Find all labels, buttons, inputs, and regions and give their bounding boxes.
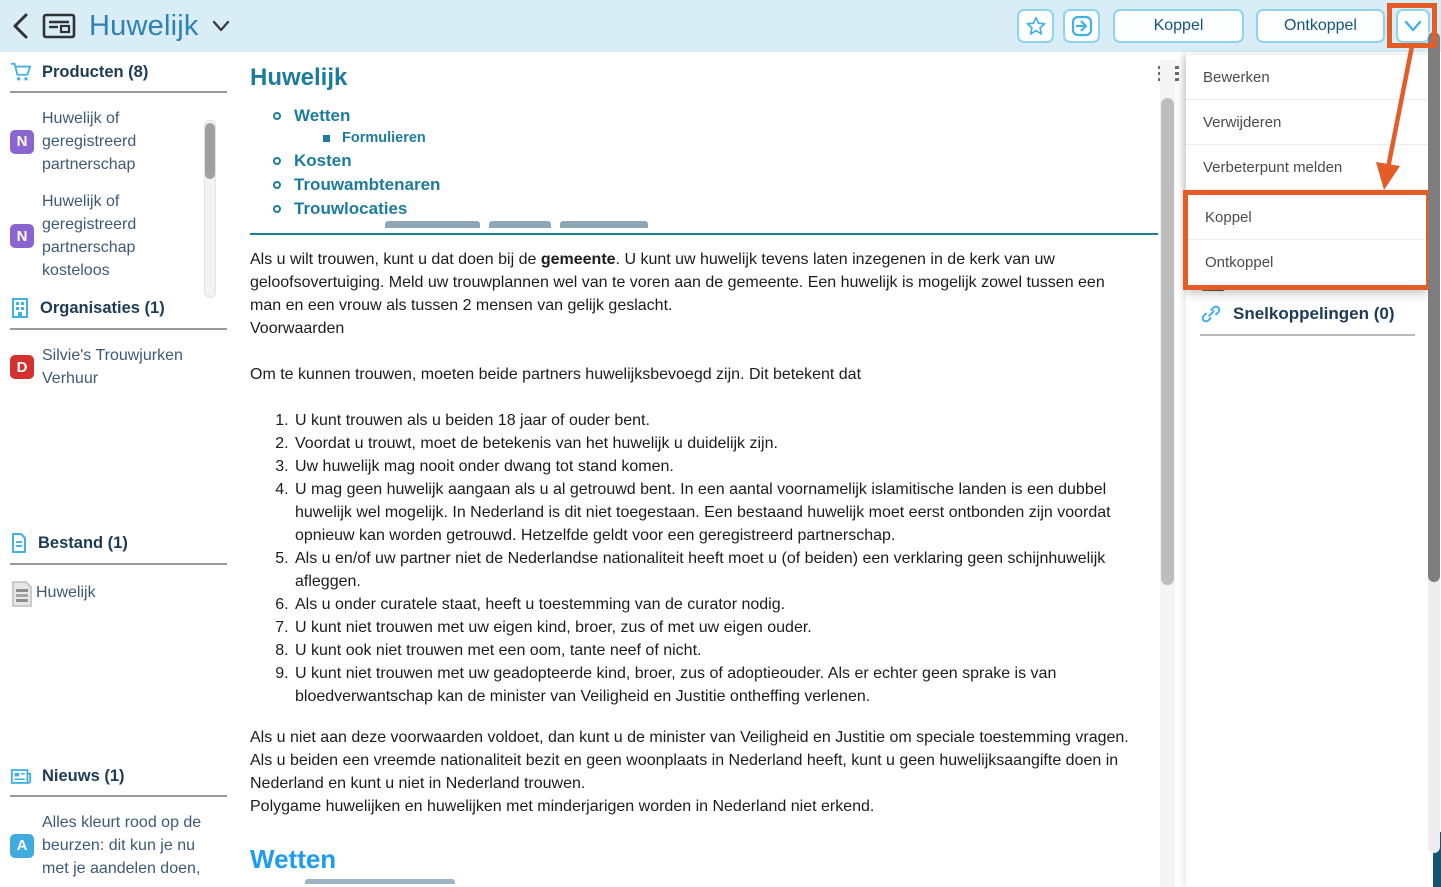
snelkoppelingen-header <box>1200 303 1395 325</box>
product-item[interactable] <box>0 107 232 176</box>
news-icon <box>10 767 32 786</box>
clipped-toc-item <box>385 221 1158 228</box>
toc-link-wetten[interactable]: Wetten <box>294 106 351 125</box>
toc-link-trouwambtenaren[interactable]: Trouwambtenaren <box>294 175 441 194</box>
product-item[interactable] <box>0 190 232 282</box>
header-bar <box>0 0 1441 52</box>
favorite-button[interactable] <box>1017 9 1054 43</box>
toc-link-formulieren[interactable]: Formulieren <box>342 130 426 146</box>
condition-item: 9. U kunt niet trouwen met uw geadopteerde kind, broer, zus of adoptieouder. Als er echter geen sprake is van bloedverwantschap kan de minister van Veiligheid en Justitie ontheffing verlenen. <box>293 662 1130 708</box>
news-item[interactable] <box>0 811 232 880</box>
divider <box>10 328 227 330</box>
sidebar-section-bestand <box>0 532 232 607</box>
nieuws-header <box>0 767 232 786</box>
clipped-text-fragment <box>305 879 1158 884</box>
article-content <box>240 52 1158 887</box>
organisaties-header <box>0 297 232 319</box>
sidebar-list-scrollbar-thumb[interactable] <box>205 123 215 179</box>
page-scrollbar[interactable] <box>1428 30 1440 853</box>
condition-item: 1. U kunt trouwen als u beiden 18 jaar of ouder bent. <box>293 409 1130 432</box>
actions-dropdown-menu <box>1186 55 1428 290</box>
condition-item: 6. Als u onder curatele staat, heeft u toestemming van de curator nodig. <box>293 593 1130 616</box>
news-badge-a: A <box>10 834 34 858</box>
toc-link-trouwlocaties[interactable]: Trouwlocaties <box>294 199 408 218</box>
circle-bullet-icon <box>273 181 281 189</box>
square-bullet-icon <box>323 135 330 142</box>
toc-link-kosten[interactable]: Kosten <box>294 151 352 170</box>
menu-item-ontkoppel[interactable]: Ontkoppel <box>1188 240 1426 285</box>
section-divider <box>250 233 1158 235</box>
page-scrollbar-thumb[interactable] <box>1428 32 1440 582</box>
divider <box>10 795 227 797</box>
bold-gemeente: gemeente <box>540 251 616 268</box>
producten-title: Producten (8) <box>42 62 149 81</box>
voorwaarden-label: Voorwaarden <box>250 320 345 337</box>
circle-bullet-icon <box>273 157 281 165</box>
condition-item: 2. Voordat u trouwt, moet de betekenis van het huwelijk u duidelijk zijn. <box>293 432 1130 455</box>
paragraph-intro <box>250 248 1130 340</box>
divider <box>1200 334 1415 336</box>
sign-out-icon <box>1070 14 1094 38</box>
product-badge-n: N <box>10 224 34 248</box>
bestand-header <box>0 532 232 554</box>
paragraph-text: . U kunt uw huwelijk tevens laten inzegenen in de kerk van uw geloofsovertuiging. Meld uw trouwplannen wel van te voren aan de gemeente. Een huwelijk is mogelijk zowel tussen een man en een vrouw als tussen 2 mensen van gelijk geslacht. <box>250 251 1105 314</box>
header-left-group <box>12 0 230 52</box>
highlighted-menu-group <box>1183 190 1431 290</box>
divider <box>10 91 227 93</box>
back-icon[interactable] <box>12 12 29 40</box>
toc-item[interactable] <box>250 175 1158 194</box>
condition-item: 8. U kunt ook niet trouwen met een oom, tante neef of nicht. <box>293 639 1130 662</box>
content-scrollbar[interactable] <box>1160 60 1175 887</box>
document-icon <box>10 581 34 607</box>
condition-item: 5. Als u en/of uw partner niet de Nederlandse nationaliteit heeft moet u (of beiden) een verklaring geen schijnhuwelijk afleggen. <box>293 547 1130 593</box>
conditions-list <box>250 409 1130 708</box>
toc-sub-item[interactable] <box>250 130 1158 146</box>
file-item-label: Huwelijk <box>36 584 96 601</box>
condition-item: 4. U mag geen huwelijk aangaan als u al getrouwd bent. In een aantal voornamelijk islamitische landen is een dubbel huwelijk wel mogelijk. In Nederland is dit niet toegestaan. Een bestaand huwelijk moet eerst ontbonden zijn voordat opnieuw kan worden getrouwd. Hetzelfde geldt voor een geregistreerd partnerschap. <box>293 478 1130 547</box>
related-items-sidebar <box>0 52 232 887</box>
star-icon <box>1025 15 1047 37</box>
producten-header <box>0 62 232 82</box>
koppel-button[interactable]: Koppel <box>1113 9 1244 43</box>
menu-item-verwijderen[interactable]: Verwijderen <box>1186 100 1428 145</box>
title-chevron-down-icon[interactable] <box>212 20 230 32</box>
toc-item[interactable] <box>250 199 1158 218</box>
toc-item[interactable] <box>250 151 1158 170</box>
more-actions-button[interactable] <box>1396 9 1430 43</box>
circle-bullet-icon <box>273 112 281 120</box>
product-badge-n: N <box>10 130 34 154</box>
organisaties-title: Organisaties (1) <box>40 298 165 317</box>
news-item-label: Alles kleurt rood op de beurzen: dit kun je nu met je aandelen doen, <box>42 814 202 877</box>
file-icon <box>10 532 28 554</box>
nieuws-title: Nieuws (1) <box>42 767 125 785</box>
product-item-label: Huwelijk of geregistreerd partnerschap kosteloos <box>42 193 137 279</box>
chevron-down-icon <box>1404 20 1422 32</box>
content-scrollbar-thumb[interactable] <box>1161 98 1174 585</box>
condition-item: 7. U kunt niet trouwen met uw eigen kind, broer, zus of met uw eigen ouder. <box>293 616 1130 639</box>
sidebar-list-scrollbar[interactable] <box>204 120 216 298</box>
closing-paragraphs <box>250 726 1130 818</box>
file-item[interactable] <box>0 581 232 607</box>
ontkoppel-button[interactable]: Ontkoppel <box>1256 9 1385 43</box>
page-title: Huwelijk <box>89 9 199 42</box>
closing-paragraph: Polygame huwelijken en huwelijken met minderjarigen worden in Nederland niet erkend. <box>250 798 875 815</box>
menu-item-bewerken[interactable]: Bewerken <box>1186 55 1428 100</box>
sidebar-section-nieuws <box>0 767 232 880</box>
divider <box>10 563 227 565</box>
article-title: Huwelijk <box>250 64 348 91</box>
sidebar-section-producten <box>0 62 232 282</box>
sidebar-section-organisaties <box>0 297 232 390</box>
organisation-item[interactable] <box>0 344 232 390</box>
organisation-badge-d: D <box>10 355 34 379</box>
article-card-icon <box>42 12 76 40</box>
table-of-contents <box>250 106 1158 228</box>
menu-item-koppel[interactable]: Koppel <box>1188 195 1426 240</box>
condition-item: 3. Uw huwelijk mag nooit onder dwang tot stand komen. <box>293 455 1130 478</box>
menu-item-verbeterpunt-melden[interactable]: Verbeterpunt melden <box>1186 145 1428 190</box>
link-icon <box>1200 303 1222 325</box>
cart-icon <box>10 62 32 82</box>
closing-paragraph: Als u niet aan deze voorwaarden voldoet, dan kunt u de minister van Veiligheid en Justitie om speciale toestemming vragen. <box>250 729 1129 746</box>
circle-bullet-icon <box>273 205 281 213</box>
wetten-section-title: Wetten <box>250 844 337 874</box>
building-icon <box>10 297 30 319</box>
paragraph-text: Als u wilt trouwen, kunt u dat doen bij de <box>250 251 541 268</box>
product-item-label: Huwelijk of geregistreerd partnerschap <box>42 110 137 173</box>
conditions-intro: Om te kunnen trouwen, moeten beide partners huwelijksbevoegd zijn. Dit betekent dat <box>250 366 862 383</box>
organisation-item-label: Silvie's Trouwjurken Verhuur <box>42 347 183 387</box>
bestand-title: Bestand (1) <box>38 533 128 552</box>
open-external-button[interactable] <box>1063 9 1100 43</box>
closing-paragraph: Als u beiden een vreemde nationaliteit bezit en geen woonplaats in Nederland heeft, kunt u geen huwelijksaangifte doen in Nederland en kunt u niet in Nederland trouwen. <box>250 752 1119 792</box>
snelkoppelingen-title: Snelkoppelingen (0) <box>1233 304 1395 323</box>
toc-item[interactable] <box>250 106 1158 125</box>
